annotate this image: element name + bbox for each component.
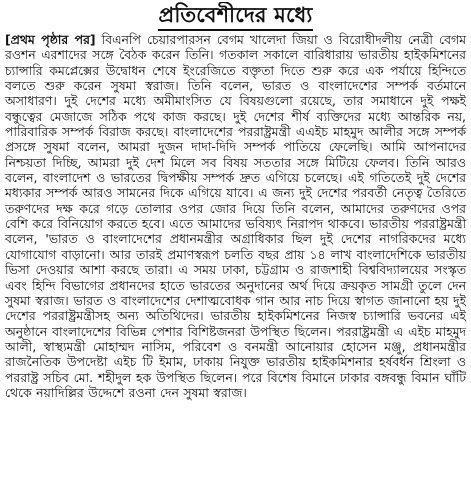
article-headline — [4, 2, 467, 29]
continuation-lead-in: [প্রথম পৃষ্ঠার পর] — [5, 32, 96, 47]
article-body — [4, 32, 467, 400]
headline-text: প্রতিবেশীদের মধ্যে — [158, 2, 312, 31]
news-article-clipping — [4, 2, 467, 487]
article-body-text: বিএনপি চেয়ারপারসন বেগম খালেদা জিয়া ও বিরোধীদলীয় নেত্রী বেগম রওশন এরশাদের সঙ্গে বৈঠক করেন তিনি। গতকাল সকালে বারিধারায় ভারতীয় হাইকমিশনের চ্যান্সারি কমপ্লেক্সের উদ্বোধন শেষে ইংরেজিতে বক্তৃতা দিতে শুরু করে এক পর্যায়ে হিন্দিতে বলতে শুরু করেন সুষমা স্বরাজ। তিনি বলেন, ভারত ও বাংলাদেশের সম্পর্ক বর্তমানে অসাধারণ। দুই দেশের মধ্যে অমীমাংসিত যে বিষয়গুলো রয়েছে, তার সমাধানে দুই পক্ষই বন্ধুত্বের মেজাজে সঠিক পথে কাজ করছে। দুই দেশের শীর্ষ ব্যক্তিদের মধ্যে আন্তরিক নয়, পারিবারিক সম্পর্ক বিরাজ করছে। বাংলাদেশের পররাষ্ট্রমন্ত্রী এএইচ মাহমুদ আলীর সঙ্গে সম্পর্ক প্রসঙ্গে সুষমা বলেন, আমরা দুজন দাদা-দিদি সম্পর্ক পাতিয়ে ফেলেছি। আমি আপনাদের নিশ্চয়তা দিচ্ছি, আমরা দুই দেশ মিলে সব বিষয় সততার সঙ্গে মিটিয়ে ফেলব। তিনি আরও বলেন, বাংলাদেশ ও ভারতের দ্বিপক্ষীয় সম্পর্ক দ্রুত এগিয়ে চলেছে। এই গতিতেই দুই দেশের মধ্যকার সম্পর্ক আরও সামনের দিকে এগিয়ে যাবে। এ জন্য দুই দেশের পরবর্তী নেতৃত্ব তৈরিতে তরুণদের দক্ষ করে গড়ে তোলার ওপর জোর দিয়ে তিনি বলেন, আমাদের তরুণদের ওপর বেশি করে বিনিয়োগ করতে হবে। এতে আমাদের ভবিষ্যৎ নিরাপদ থাকবে। ভারতীয় পররাষ্ট্রমন্ত্রী বলেন, 'ভারত ও বাংলাদেশের প্রধানমন্ত্রীর অগ্রাধিকার ছিল দুই দেশের নাগরিকদের মধ্যে যোগাযোগ বাড়ানো। আর তারই প্রমাণস্বরূপ চলতি বছর প্রায় ১৪ লাখ বাংলাদেশিকে ভারতীয় ভিসা দেওয়ার আশা করছে তারা। এ সময় ঢাকা, চট্টগ্রাম ও রাজশাহী বিশ্ববিদ্যালয়ের সংস্কৃত এবং হিন্দি বিভাগের প্রধানদের হাতে ভারতের অনুদানের অর্থ দিয়ে ক্রয়কৃত সামগ্রী তুলে দেন সুষমা স্বরাজ। ভারত ও বাংলাদেশের দেশাত্মবোধক গান আর নাচ দিয়ে স্বাগত জানানো হয় দুই দেশের পররাষ্ট্রমন্ত্রীসহ অন্য অতিথিদের। ভারতীয় হাইকমিশনের নিজস্ব চ্যান্সারি ভবনের এই অনুষ্ঠানে বাংলাদেশের বিভিন্ন পেশার বিশিষ্টজনরা উপস্থিত ছিলেন। পররাষ্ট্রমন্ত্রী এ এইচ মাহমুদ আলী, স্বাস্থ্যমন্ত্রী মোহাম্মদ নাসিম, পরিবেশ ও বনমন্ত্রী আনোয়ার হোসেন মঞ্জু, প্রধানমন্ত্রীর রাজনৈতিক উপদেষ্টা এইচ টি ইমাম, ঢাকায় নিযুক্ত ভারতীয় হাইকমিশনার হর্ষবর্ধন শ্রিংলা ও পররাষ্ট্র সচিব মো. শহীদুল হক উপস্থিত ছিলেন। পরে বিশেষ বিমানে ঢাকার বঙ্গবন্ধু বিমান ঘাঁটি থেকে নয়াদিল্লির উদ্দেশে রওনা দেন সুষমা স্বরাজ। — [5, 32, 466, 400]
